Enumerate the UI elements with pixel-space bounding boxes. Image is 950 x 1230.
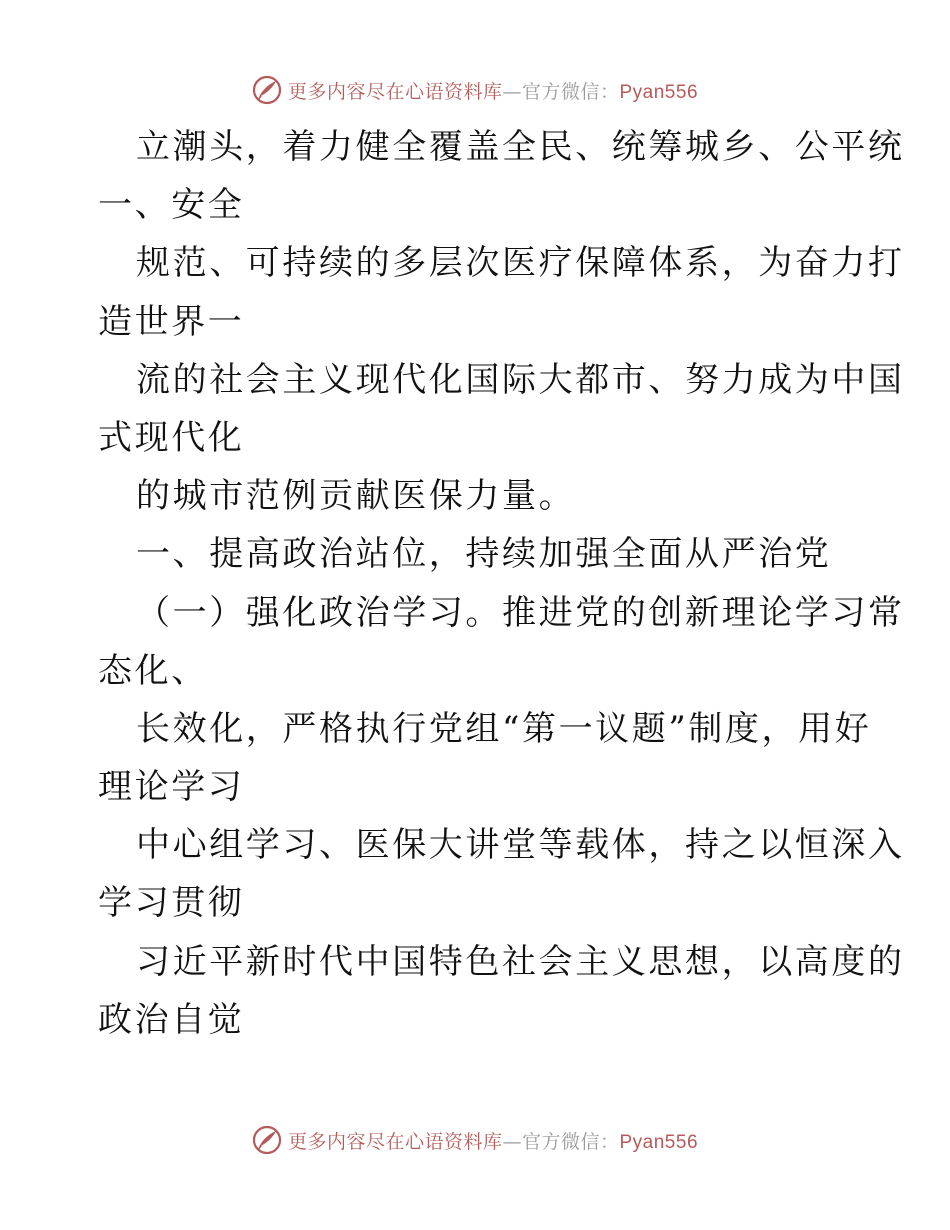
text-line: 学习贯彻 [98,883,245,924]
quill-logo-icon [252,1125,282,1155]
text-line: 规范、可持续的多层次医疗保障体系，为奋力打 [136,243,905,284]
quill-logo-icon [252,75,282,105]
text-line: 的城市范例贡献医保力量。 [136,476,576,517]
watermark-sub: —官方微信： [502,1130,620,1153]
text-line: 造世界一 [98,301,245,342]
watermark-main: 更多内容尽在心语资料库 [287,80,503,103]
text-line: 中心组学习、医保大讲堂等载体，持之以恒深入 [136,825,905,866]
watermark-text [288,77,698,104]
footer-watermark [0,1120,950,1160]
text-line: 政治自觉 [98,999,245,1040]
text-line: 长效化，严格执行党组“第一议题”制度，用好 [136,708,872,749]
section-heading: 一、提高政治站位，持续加强全面从严治党 [136,534,832,575]
text-line: 理论学习 [98,767,245,808]
watermark-id: Pyan556 [619,81,699,103]
text-line: 立潮头，着力健全覆盖全民、统筹城乡、公平统 [136,127,905,167]
header-watermark [0,70,950,110]
text-line: 一、安全 [98,185,245,226]
text-line: 习近平新时代中国特色社会主义思想，以高度的 [136,941,905,982]
document-body [98,118,905,1049]
watermark-id: Pyan556 [619,1131,699,1153]
text-line: 态化、 [98,650,208,691]
watermark-text [288,1127,698,1154]
text-line: 式现代化 [98,417,245,458]
watermark-main: 更多内容尽在心语资料库 [287,1130,503,1153]
watermark-sub: —官方微信： [502,80,620,103]
text-line: （一）强化政治学习。推进党的创新理论学习常 [136,592,905,633]
text-line: 流的社会主义现代化国际大都市、努力成为中国 [136,359,905,400]
